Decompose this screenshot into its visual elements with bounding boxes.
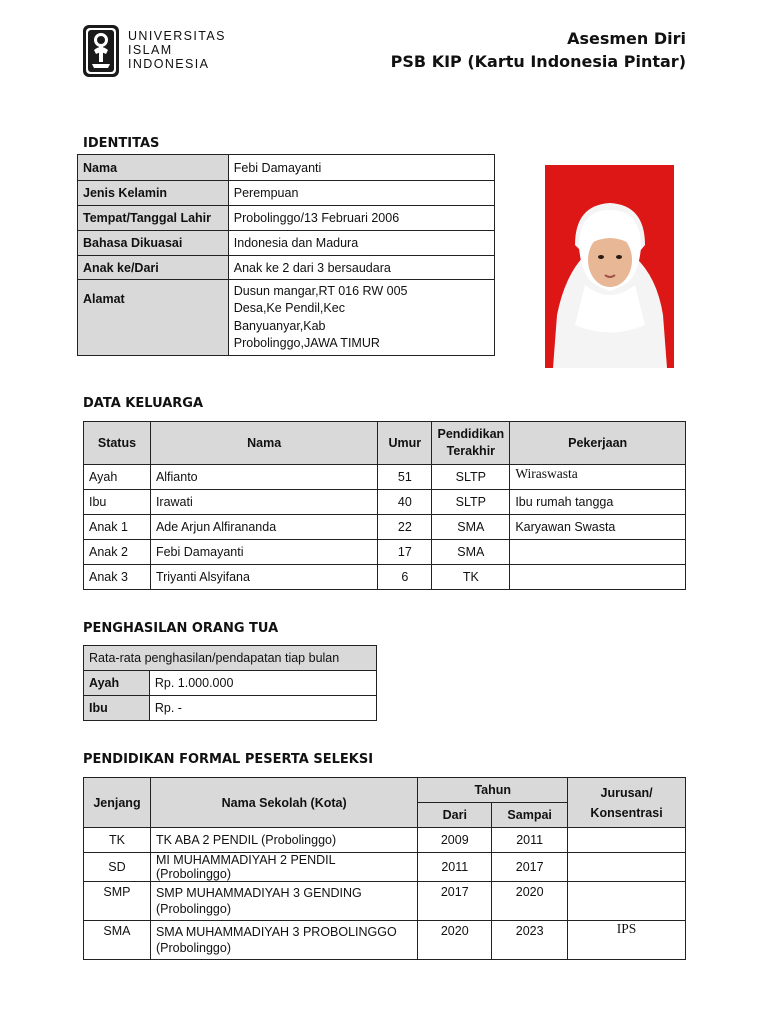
column-header: Nama Sekolah (Kota) <box>150 778 417 828</box>
table-header-row <box>84 646 377 671</box>
cell-jurusan <box>568 828 686 853</box>
address-line: Desa,Ke Pendil,Kec <box>233 301 345 315</box>
pendidikan-table <box>83 777 686 960</box>
table-row <box>84 828 686 853</box>
penghasilan-label: Ibu <box>84 696 150 721</box>
sekolah-line: (Probolinggo) <box>155 941 231 955</box>
cell-nama: Ade Arjun Alfirananda <box>150 515 377 540</box>
cell-umur: 17 <box>378 540 432 565</box>
title: Asesmen Diri <box>567 29 686 48</box>
cell-dari: 2017 <box>418 882 492 921</box>
column-header: Jenjang <box>84 778 151 828</box>
table-row <box>84 921 686 960</box>
table-row <box>84 565 686 590</box>
cell-sekolah: TK ABA 2 PENDIL (Probolinggo) <box>150 828 417 853</box>
cell-jurusan <box>568 853 686 882</box>
column-header: Sampai <box>492 803 568 828</box>
cell-sekolah: MI MUHAMMADIYAH 2 PENDIL (Probolinggo) <box>150 853 417 882</box>
column-header-jurusan <box>568 778 686 828</box>
penghasilan-header: Rata-rata penghasilan/pendapatan tiap bulan <box>84 646 377 671</box>
column-header: Tahun <box>418 778 568 803</box>
table-header-row <box>84 778 686 803</box>
cell-jenjang: SMA <box>84 921 151 960</box>
sekolah-line: (Probolinggo) <box>155 902 231 916</box>
penghasilan-value: Rp. - <box>149 696 376 721</box>
identitas-label: Alamat <box>78 280 229 356</box>
section-title-pendidikan: PENDIDIKAN FORMAL PESERTA SELEKSI <box>83 752 374 767</box>
university-line: UNIVERSITAS <box>128 29 226 43</box>
header-line: Konsentrasi <box>590 805 663 820</box>
identitas-label: Tempat/Tanggal Lahir <box>78 206 229 231</box>
cell-umur: 51 <box>378 465 432 490</box>
column-header: Umur <box>378 422 432 465</box>
table-row <box>78 206 495 231</box>
keluarga-table <box>83 421 686 590</box>
table-row <box>78 280 495 356</box>
cell-nama: Febi Damayanti <box>150 540 377 565</box>
identitas-value: Febi Damayanti <box>228 155 494 181</box>
section-title-identitas: IDENTITAS <box>83 136 160 151</box>
identitas-value: Probolinggo/13 Februari 2006 <box>228 206 494 231</box>
cell-pekerjaan: Ibu rumah tangga <box>510 490 686 515</box>
address-line: Dusun mangar,RT 016 RW 005 <box>233 283 408 298</box>
section-title-keluarga: DATA KELUARGA <box>83 396 204 411</box>
table-row <box>78 181 495 206</box>
identitas-value: Anak ke 2 dari 3 bersaudara <box>228 256 494 280</box>
university-logo <box>82 24 232 78</box>
sekolah-line: SMA MUHAMMADIYAH 3 PROBOLINGGO <box>155 925 397 939</box>
cell-nama: Alfianto <box>150 465 377 490</box>
identitas-value: Perempuan <box>228 181 494 206</box>
cell-sampai: 2020 <box>492 882 568 921</box>
student-photo <box>545 165 674 368</box>
university-name <box>128 29 226 71</box>
address-line: Banyuanyar,Kab <box>233 318 326 333</box>
cell-pekerjaan: Karyawan Swasta <box>510 515 686 540</box>
identitas-label: Jenis Kelamin <box>78 181 229 206</box>
table-row <box>84 882 686 921</box>
column-header: Status <box>84 422 151 465</box>
penghasilan-value: Rp. 1.000.000 <box>149 671 376 696</box>
cell-pendidikan: SLTP <box>432 490 510 515</box>
document-title <box>391 28 686 74</box>
table-row <box>84 671 377 696</box>
address-line: Probolinggo,JAWA TIMUR <box>233 336 380 350</box>
cell-sampai: 2011 <box>492 828 568 853</box>
identitas-address <box>228 280 494 356</box>
cell-umur: 40 <box>378 490 432 515</box>
section-title-penghasilan: PENGHASILAN ORANG TUA <box>83 621 279 636</box>
cell-sekolah <box>150 921 417 960</box>
cell-umur: 6 <box>378 565 432 590</box>
cell-pendidikan: SLTP <box>432 465 510 490</box>
cell-jenjang: TK <box>84 828 151 853</box>
cell-pendidikan: TK <box>432 565 510 590</box>
cell-jenjang: SMP <box>84 882 151 921</box>
table-row <box>78 231 495 256</box>
table-row <box>84 696 377 721</box>
university-line: ISLAM <box>128 43 173 57</box>
table-row <box>84 540 686 565</box>
column-header: Nama <box>150 422 377 465</box>
cell-status: Anak 1 <box>84 515 151 540</box>
table-header-row <box>84 422 686 465</box>
identitas-value: Indonesia dan Madura <box>228 231 494 256</box>
identitas-label: Anak ke/Dari <box>78 256 229 280</box>
cell-pekerjaan <box>510 565 686 590</box>
cell-jurusan: IPS <box>568 921 686 960</box>
table-row <box>84 853 686 882</box>
cell-umur: 22 <box>378 515 432 540</box>
table-row <box>78 256 495 280</box>
cell-status: Anak 2 <box>84 540 151 565</box>
cell-pekerjaan <box>510 540 686 565</box>
cell-pekerjaan: Wiraswasta <box>510 465 686 490</box>
identitas-label: Nama <box>78 155 229 181</box>
header-line: Jurusan/ <box>600 785 653 800</box>
uii-emblem-icon <box>82 24 120 78</box>
column-header-pendidikan <box>432 422 510 465</box>
cell-status: Ibu <box>84 490 151 515</box>
university-line: INDONESIA <box>128 57 210 71</box>
cell-sampai: 2017 <box>492 853 568 882</box>
cell-jurusan <box>568 882 686 921</box>
column-header: Dari <box>418 803 492 828</box>
cell-dari: 2020 <box>418 921 492 960</box>
identitas-table <box>77 154 495 356</box>
cell-pendidikan: SMA <box>432 515 510 540</box>
table-row <box>78 155 495 181</box>
cell-nama: Irawati <box>150 490 377 515</box>
cell-status: Anak 3 <box>84 565 151 590</box>
table-row <box>84 490 686 515</box>
column-header: Pekerjaan <box>510 422 686 465</box>
cell-sekolah <box>150 882 417 921</box>
penghasilan-label: Ayah <box>84 671 150 696</box>
cell-sampai: 2023 <box>492 921 568 960</box>
cell-dari: 2011 <box>418 853 492 882</box>
cell-dari: 2009 <box>418 828 492 853</box>
header-line: Pendidikan <box>437 427 505 441</box>
table-row <box>84 465 686 490</box>
penghasilan-table <box>83 645 377 721</box>
cell-nama: Triyanti Alsyifana <box>150 565 377 590</box>
identitas-label: Bahasa Dikuasai <box>78 231 229 256</box>
header-line: Terakhir <box>446 444 496 458</box>
portrait-illustration <box>545 165 674 368</box>
table-row <box>84 515 686 540</box>
sekolah-line: SMP MUHAMMADIYAH 3 GENDING <box>155 886 362 900</box>
subtitle: PSB KIP (Kartu Indonesia Pintar) <box>390 52 686 71</box>
cell-jenjang: SD <box>84 853 151 882</box>
cell-pendidikan: SMA <box>432 540 510 565</box>
cell-status: Ayah <box>84 465 151 490</box>
